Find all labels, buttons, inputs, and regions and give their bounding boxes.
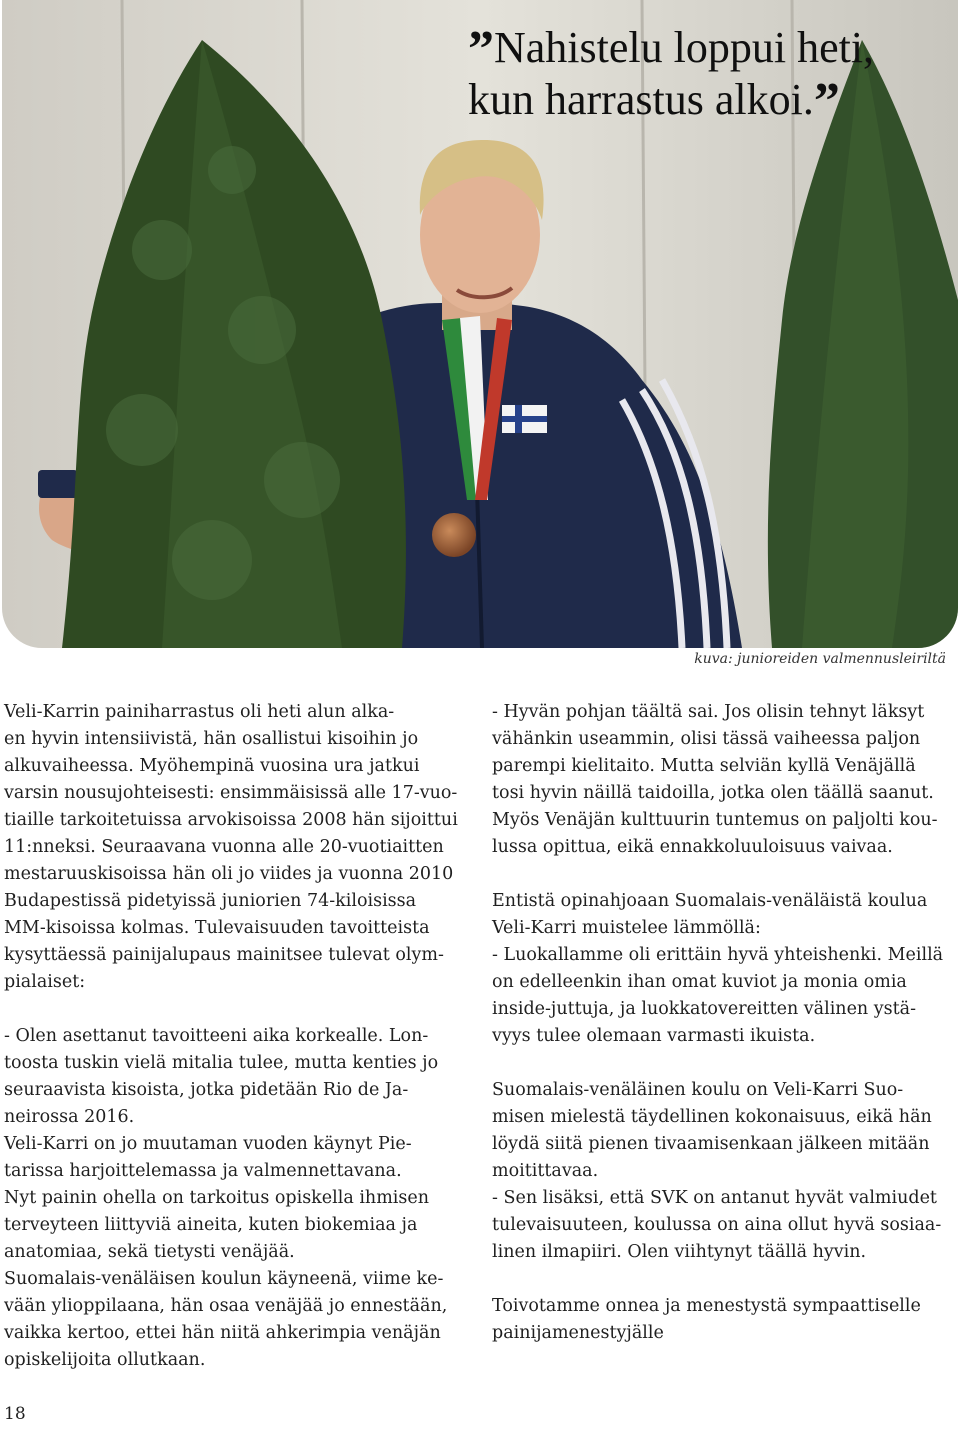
text-line: vähänkin useammin, olisi tässä vaiheessa paljon: [492, 729, 921, 749]
text-line: seuraavista kisoista, jotka pidetään Rio de Ja-: [4, 1080, 409, 1100]
text-line: Suomalais-venäläinen koulu on Veli-Karri Suo-: [492, 1080, 904, 1100]
text-line: Suomalais-venäläisen koulun käyneenä, viime ke-: [4, 1269, 444, 1289]
text-line: tarissa harjoittelemassa ja valmennettavana.: [4, 1161, 402, 1181]
text-line: terveyteen liittyviä aineita, kuten biokemiaa ja: [4, 1215, 418, 1235]
text-line: Myös Venäjän kulttuurin tuntemus on paljolti kou-: [492, 810, 938, 830]
text-line: lussa opittua, eikä ennakkoluuloisuus vaivaa.: [492, 837, 893, 857]
text-line: mestaruuskisoissa hän oli jo viides ja vuonna 2010: [4, 864, 454, 884]
text-line: Veli-Karrin painiharrastus oli heti alun alka-: [4, 702, 395, 722]
text-line: kysyttäessä painijalupaus mainitsee tulevat olym-: [4, 945, 444, 965]
text-line: painijamenestyjälle: [492, 1323, 664, 1343]
text-line: misen mielestä täydellinen kokonaisuus, eikä hän: [492, 1107, 932, 1127]
text-line: toosta tuskin vielä mitalia tulee, mutta kenties jo: [4, 1053, 439, 1073]
text-line: Entistä opinahjoaan Suomalais-venäläistä koulua: [492, 891, 928, 911]
text-line: löydä siitä pienen tivaamisenkaan jälkeen mitään: [492, 1134, 930, 1154]
text-line: pialaiset:: [4, 972, 86, 992]
text-line: on edelleenkin ihan omat kuviot ja monia omia: [492, 972, 907, 992]
text-line: vaikka kertoo, ettei hän niitä ahkerimpia venäjän: [4, 1323, 441, 1343]
text-line: alkuvaiheessa. Myöhempinä vuosina ura jatkui: [4, 756, 420, 776]
text-line: anatomiaa, sekä tietysti venäjää.: [4, 1242, 295, 1262]
text-line: Veli-Karri on jo muutaman vuoden käynyt Pie-: [4, 1134, 412, 1154]
text-line: - Sen lisäksi, että SVK on antanut hyvät valmiudet: [492, 1188, 937, 1208]
close-quote-mark: ”: [813, 73, 840, 130]
bronze-medal: [432, 513, 476, 557]
photo-caption: kuva: junioreiden valmennusleiriltä: [694, 651, 946, 667]
text-line: - Luokallamme oli erittäin hyvä yhteishenki. Meillä: [492, 945, 944, 965]
text-line: tiaille tarkoitetuissa arvokisoissa 2008 hän sijoittui: [4, 810, 458, 830]
right-column: [492, 699, 952, 1347]
text-line: tulevaisuuteen, koulussa on aina ollut hyvä sosiaa-: [492, 1215, 942, 1235]
text-line: vyys tulee olemaan varmasti ikuista.: [492, 1026, 816, 1046]
paragraph-gap: [492, 1266, 952, 1293]
text-line: inside-juttuja, ja luokkatovereitten välinen ystä-: [492, 999, 917, 1019]
paragraph: [492, 1293, 952, 1347]
text-line: moitittavaa.: [492, 1161, 599, 1181]
paragraph-gap: [492, 1050, 952, 1077]
paragraph-gap: [4, 996, 458, 1023]
paragraph: [492, 699, 952, 861]
text-line: linen ilmapiiri. Olen viihtynyt täällä hyvin.: [492, 1242, 867, 1262]
text-line: parempi kielitaito. Mutta selviän kyllä Venäjällä: [492, 756, 916, 776]
text-line: Nyt painin ohella on tarkoitus opiskella ihmisen: [4, 1188, 429, 1208]
paragraph: [492, 888, 952, 1050]
paragraph: [4, 699, 458, 996]
text-line: - Hyvän pohjan täältä sai. Jos olisin tehnyt läksyt: [492, 702, 925, 722]
text-line: varsin nousujohteisesti: ensimmäisissä alle 17-vuo-: [4, 783, 458, 803]
text-line: vään ylioppilaana, hän osaa venäjää jo ennestään,: [4, 1296, 448, 1316]
open-quote-mark: ”: [468, 21, 494, 78]
text-line: Veli-Karri muistelee lämmöllä:: [492, 918, 761, 938]
paragraph-gap: [492, 861, 952, 888]
text-line: en hyvin intensiivistä, hän osallistui kisoihin jo: [4, 729, 419, 749]
pull-quote-line-1: ”Nahistelu loppui heti,: [468, 21, 875, 78]
page-number: 18: [4, 1404, 26, 1424]
text-line: MM-kisoissa kolmas. Tulevaisuuden tavoitteista: [4, 918, 430, 938]
pull-quote: [468, 21, 956, 130]
text-line: tosi hyvin näillä taidoilla, jotka olen täällä saanut.: [492, 783, 934, 803]
left-column: [4, 699, 458, 1374]
text-line: Budapestissä pidetyissä juniorien 74-kiloisissa: [4, 891, 417, 911]
pull-quote-line-2: kun harrastus alkoi.”: [468, 73, 840, 130]
text-line: opiskelijoita ollutkaan.: [4, 1350, 206, 1370]
paragraph: [4, 1023, 458, 1374]
text-line: Toivotamme onnea ja menestystä sympaattiselle: [492, 1296, 921, 1316]
paragraph: [492, 1077, 952, 1266]
text-line: 11:nneksi. Seuraavana vuonna alle 20-vuotiaitten: [4, 837, 444, 857]
text-line: neirossa 2016.: [4, 1107, 135, 1127]
text-line: - Olen asettanut tavoitteeni aika korkealle. Lon-: [4, 1026, 429, 1046]
